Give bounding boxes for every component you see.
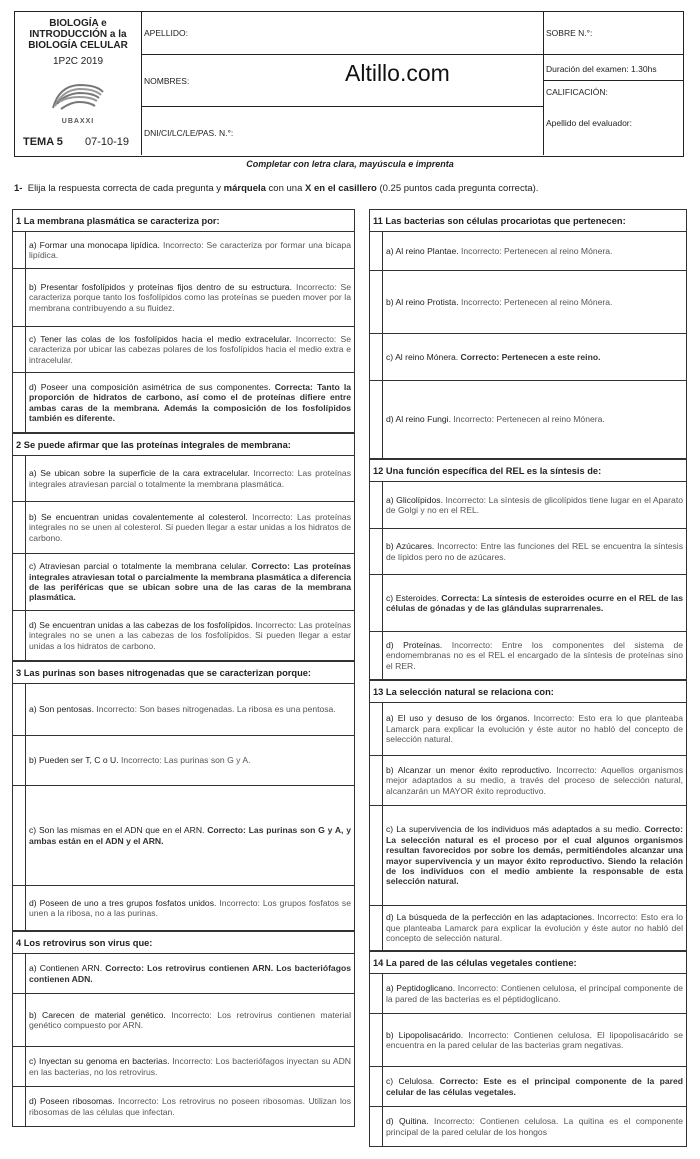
answer-main: c) Atraviesan parcial o totalmente la membrana celular. [29,561,252,572]
answer-option [370,334,686,381]
answer-feedback: Incorrecto: Los grupos fosfatos se unen a la ribosa, no a las purinas. [29,897,351,918]
answer-checkbox[interactable] [370,575,383,631]
answer-feedback: Incorrecto: Pertenecen al reino Mónera. [461,245,613,256]
question-title: 4 Los retrovirus son virus que: [13,932,354,954]
answer-main: c) Esteroides. [386,592,442,603]
question-block [369,459,687,680]
answer-feedback: Incorrecto: Los retrovirus no poseen ribosomas. Utilizan los ribosomas de las células que infectan. [29,1096,351,1117]
answer-feedback: Correcto: Pertenecen a este reino. [460,351,601,362]
answer-feedback: Incorrecto: Las proteínas integrales atraviesan parcial o totalmente la membrana plasmática. [29,468,352,489]
question-title: 13 La selección natural se relaciona con: [370,681,686,703]
answer-option [13,232,354,269]
answer-feedback: Correcto: Las proteínas integrales atraviesan total o parcialmente la membrana plasmática a diferencia de las periféricas que se ubican sobre una de las caras de la membrana plasmática. [29,561,351,603]
answer-main: a) Peptidoglicano. [386,983,458,994]
answer-main: c) Inyectan su genoma en bacterias. [29,1056,173,1067]
answer-option [370,974,686,1014]
answer-text [26,611,354,660]
answer-feedback: Incorrecto: Contienen celulosa. El lipopolisacárido se encuentra en la pared celular de las bacterias gram negativas. [386,1029,683,1050]
ubaxxi-logo-icon [49,82,107,112]
question-block [12,209,355,433]
answer-checkbox[interactable] [13,554,26,610]
answer-checkbox[interactable] [13,611,26,660]
answer-checkbox[interactable] [13,269,26,326]
answer-feedback: Incorrecto: Se caracteriza por formar una bicapa lipídica. [29,239,351,260]
answer-text [383,271,686,333]
question-title: 1 La membrana plasmática se caracteriza por: [13,210,354,232]
answer-feedback: Incorrecto: Los retrovirus contienen material genético compuesto por ARN. [29,1009,351,1030]
answer-main: d) Se encuentran unidas a las cabezas de los fosfolípidos. [29,619,256,630]
answer-checkbox[interactable] [370,974,383,1013]
answer-option [370,906,686,951]
answer-main: b) Alcanzar un menor éxito reproductivo. [386,764,557,775]
student-info-cell [141,12,544,155]
answer-checkbox[interactable] [370,482,383,528]
answer-option [370,1014,686,1067]
answer-text [26,502,354,553]
instruction-bold: márquela [223,183,266,194]
answer-feedback: Incorrecto: Esto era lo que planteaba Lamarck para explicar la evolución y éste autor no habló del concepto de selección natural. [386,713,683,745]
answer-option [370,529,686,575]
answer-checkbox[interactable] [370,1107,383,1146]
answer-main: d) Al reino Fungi. [386,414,454,425]
answer-checkbox[interactable] [370,632,383,679]
answer-option [13,269,354,327]
watermark-text: Altillo.com [345,60,450,86]
answer-checkbox[interactable] [13,736,26,785]
answer-feedback: Incorrecto: Las purinas son G y A. [121,755,251,766]
question-title: 11 Las bacterias son células procariotas que pertenecen: [370,210,686,232]
exam-date: 07-10-19 [85,136,130,148]
answer-text [383,232,686,270]
answer-feedback: Incorrecto: Se caracteriza por ubicar las cabezas polares de los fosfolípidos hacia el medio extra e intracelular. [29,333,351,365]
instruction-bold: X en el casillero [305,183,377,194]
answer-text [26,994,354,1046]
question-title: 14 La pared de las células vegetales contiene: [370,952,686,974]
answer-text [26,269,354,326]
answer-option [13,786,354,886]
answer-option [370,703,686,756]
answer-feedback: Incorrecto: Contienen celulosa, el principal componente de la pared de las bacterias es el péptidoglicano. [386,983,683,1004]
answer-feedback: Incorrecto: Son bases nitrogenadas. La ribosa es una pentosa. [96,704,336,715]
divider [141,54,543,55]
evaluador-label: Apellido del evaluador: [546,118,633,128]
answer-option [13,456,354,502]
answer-feedback: Incorrecto: Se caracteriza porque tanto los fosfolípidos como las proteínas se pueden mover por la membrana contribuyendo a su fluidez. [29,281,352,313]
question-title: 12 Una función específica del REL es la síntesis de: [370,460,686,482]
answer-feedback: Correcta: Tanto la proporción de hidratos de carbono, así como el de proteínas difiere entre ambas caras de la membrana. Además la composición de los fosfolípidos también es diferente. [29,381,351,423]
answer-option [13,954,354,994]
answer-feedback: Incorrecto: Pertenecen al reino Mónera. [453,414,605,425]
answer-option [13,327,354,373]
answer-checkbox[interactable] [13,886,26,930]
answer-main: b) Azúcares. [386,541,438,552]
answer-text [26,1087,354,1126]
answer-main: b) Pueden ser T, C o U. [29,755,122,766]
answer-feedback: Correcto: La selección natural es el proceso por el cual algunos organismos resultan favorecidos por sobre los demás, permitiéndoles alcanzar una mayor supervivencia y un mayor éxito reproductivo. Siendo la relación de los individuos con el medio ambiente la responsable de esta selección natural. [386,824,683,887]
answer-feedback: Correcto: Los retrovirus contienen ARN. Los bacteriófagos contienen ADN. [29,963,351,984]
answer-main: b) Al reino Protista. [386,296,461,307]
answer-text [26,373,354,432]
answer-feedback: Incorrecto: Pertenecen al reino Mónera. [461,296,613,307]
answer-text [26,684,354,735]
answer-feedback: Correcto: Las purinas son G y A, y ambas están en el ADN y el ARN. [29,825,351,846]
answer-feedback: Correcto: Este es el principal componente de la pared celular de las células vegetales. [386,1076,683,1097]
answer-text [26,786,354,885]
answer-checkbox[interactable] [13,684,26,735]
duracion-label: Duración del examen: 1.30hs [546,64,657,74]
answer-option [370,1067,686,1107]
sobre-label: SOBRE N.°: [546,28,593,38]
right-question-column [369,209,687,1147]
exam-header [14,11,684,157]
answer-main: d) Poseer una composición asimétrica de sus componentes. [29,381,275,392]
answer-text [383,632,686,679]
answer-text [383,482,686,528]
answer-checkbox[interactable] [13,373,26,432]
answer-option [13,554,354,611]
school-cell [15,12,142,155]
answer-option [13,502,354,554]
answer-checkbox[interactable] [370,756,383,805]
answer-text [383,974,686,1013]
answer-feedback: Incorrecto: Aquellos organismos mejor adaptados a su medio, a través del proceso de selección natural, alcanzarán un MAYOR éxito reproductivo. [386,764,683,796]
answer-main: b) Lipopolisacárido. [386,1029,469,1040]
answer-text [26,1047,354,1086]
answer-checkbox[interactable] [13,1047,26,1086]
answer-checkbox[interactable] [370,334,383,380]
question-title: 2 Se puede afirmar que las proteínas integrales de membrana: [13,434,354,456]
answer-option [13,736,354,786]
answer-checkbox[interactable] [13,327,26,372]
answer-checkbox[interactable] [370,1067,383,1106]
question-block [12,661,355,931]
answer-text [383,806,686,905]
answer-checkbox[interactable] [13,456,26,501]
apellido-label: APELLIDO: [144,28,188,38]
answer-main: d) Quitina. [386,1116,434,1127]
answer-text [383,575,686,631]
answer-text [383,1014,686,1066]
answer-checkbox[interactable] [370,906,383,950]
tema-label: TEMA 5 [23,136,63,148]
answer-main: c) Tener las colas de los fosfolípidos hacia el medio extracelular. [29,333,296,344]
answer-text [26,886,354,930]
answer-main: b) Se encuentran unidas covalentemente al colesterol. [29,511,253,522]
answer-option [13,1087,354,1127]
answer-text [383,334,686,380]
answer-main: d) Poseen de uno a tres grupos fosfatos unidos. [29,897,220,908]
answer-text [26,327,354,372]
answer-option [13,373,354,433]
calificacion-label: CALIFICACIÓN: [546,87,608,97]
answer-checkbox[interactable] [370,529,383,574]
answer-option [370,232,686,271]
answer-option [370,271,686,334]
answer-text [26,456,354,501]
logo-text: UBAXXI [61,118,95,125]
answer-checkbox[interactable] [370,381,383,458]
answer-main: a) El uso y desuso de los órganos. [386,713,534,724]
left-question-column [12,209,355,1127]
answer-main: a) Al reino Plantae. [386,245,462,256]
instructions: Completar con letra clara, mayúscula e imprenta [246,159,454,169]
question-block [369,680,687,951]
answer-option [13,886,354,931]
answer-checkbox[interactable] [13,1087,26,1126]
answer-checkbox[interactable] [13,786,26,885]
answer-feedback: Correcta: La síntesis de esteroides ocurre en el REL de las células de gónadas y de las glándulas suprarrenales. [386,592,683,613]
question-block [12,433,355,661]
answer-main: a) Formar una monocapa lipídica. [29,239,163,250]
answer-checkbox[interactable] [370,703,383,755]
answer-option [13,611,354,661]
question-block [12,931,355,1127]
answer-main: c) Celulosa. [386,1076,440,1087]
answer-feedback: Incorrecto: Entre las funciones del REL se encuentra la síntesis de lípidos pero no de azúcares. [386,541,684,562]
answer-option [370,381,686,459]
course-code: 1P2C 2019 [52,56,104,67]
answer-option [370,756,686,806]
answer-feedback: Incorrecto: La síntesis de glicolípidos tiene lugar en el Aparato de Golgi y no en el REL. [386,494,683,515]
answer-text [383,1067,686,1106]
answer-text [26,736,354,785]
question-block [369,209,687,459]
answer-main: a) Glicolípidos. [386,494,446,505]
school-name: BIOLOGÍA e INTRODUCCIÓN a la BIOLOGÍA CELULAR [28,18,128,51]
answer-checkbox[interactable] [370,232,383,270]
instruction-text: Elija la respuesta correcta de cada pregunta y [27,183,222,194]
answer-main: d) Proteínas. [386,639,452,650]
answer-text [383,703,686,755]
answer-checkbox[interactable] [370,1014,383,1066]
question-instructions [14,183,538,194]
answer-option [370,806,686,906]
answer-text [383,381,686,458]
divider [543,54,683,55]
divider [543,80,683,81]
answer-main: a) Contienen ARN. [29,963,106,974]
answer-text [26,954,354,993]
answer-checkbox[interactable] [370,806,383,905]
answer-feedback: Incorrecto: Las proteínas integrales no se unen al colesterol. Si pueden llegar a estar unidas a los hidratos de carbono. [29,511,351,543]
answer-checkbox[interactable] [13,232,26,268]
answer-main: d) Poseen ribosomas. [29,1096,119,1107]
answer-main: b) Presentar fosfolípidos y proteínas fijos dentro de su estructura. [29,281,296,292]
answer-option [13,1047,354,1087]
question-block [369,951,687,1147]
answer-feedback: Incorrecto: Esto era lo que planteaba Lamarck para explicar la evolución y éste autor no habló del concepto de selección natural. [386,912,683,944]
grading-cell [543,12,683,155]
answer-main: d) La búsqueda de la perfección en las adaptaciones. [386,912,598,923]
answer-option [370,1107,686,1147]
answer-main: a) Se ubican sobre la superficie de la cara extracelular. [29,468,254,479]
answer-text [383,1107,686,1146]
answer-main: a) Son pentosas. [29,704,97,715]
answer-feedback: Incorrecto: Los bacteriófagos inyectan su ADN en las bacterias, no los retrovirus. [29,1056,351,1077]
answer-option [370,632,686,680]
answer-text [383,529,686,574]
answer-checkbox[interactable] [13,994,26,1046]
answer-feedback: Incorrecto: Las proteínas integrales no se unen a las cabezas de los fosfolípidos. Si pueden llegar a estar unidas a los hidratos de carbono. [29,619,351,651]
answer-option [13,994,354,1047]
question-number: 1- [14,183,23,194]
answer-text [26,232,354,268]
answer-option [370,482,686,529]
answer-main: c) La supervivencia de los individuos más adaptados a su medio. [386,824,645,835]
nombres-label: NOMBRES: [144,76,190,86]
answer-main: c) Al reino Mónera. [386,351,461,362]
answer-option [13,684,354,736]
divider [141,106,543,107]
question-title: 3 Las purinas son bases nitrogenadas que se caracterizan porque: [13,662,354,684]
answer-option [370,575,686,632]
answer-main: c) Son las mismas en el ADN que en el ARN. [29,825,208,836]
answer-main: b) Carecen de material genético. [29,1009,172,1020]
answer-feedback: Incorrecto: Contienen celulosa. La quitina es el componente principal de la pared celular de los hongos [386,1116,683,1137]
answer-checkbox[interactable] [13,954,26,993]
instruction-text: (0.25 puntos cada pregunta correcta). [379,183,539,194]
answer-checkbox[interactable] [13,502,26,553]
answer-checkbox[interactable] [370,271,383,333]
answer-text [383,906,686,950]
dni-label: DNI/CI/LC/LE/PAS. N.°: [144,128,234,138]
instruction-text: con una [268,183,303,194]
answer-text [383,756,686,805]
answer-text [26,554,354,610]
answer-feedback: Incorrecto: Entre los componentes del sistema de endomembranas no es el REL el encargado de la síntesis de proteínas sino el RER. [386,639,684,671]
